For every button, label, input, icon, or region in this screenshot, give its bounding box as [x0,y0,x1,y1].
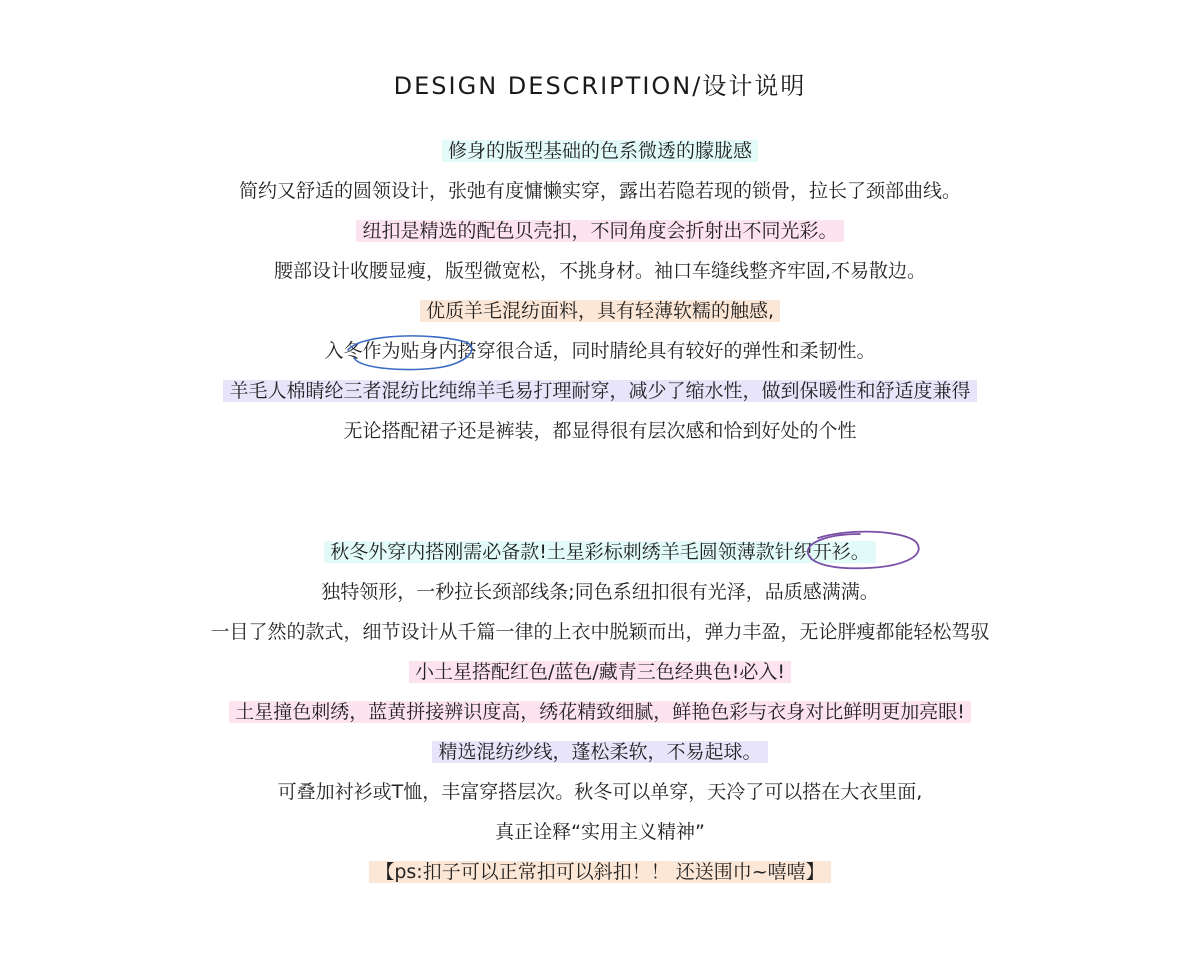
feature-line-2-text: 独特领形，一秒拉长颈部线条;同色系纽扣很有光泽，品质感满满。 [321,581,879,603]
feature-line-5-text: 土星撞色刺绣，蓝黄拼接辨识度高，绣花精致细腻，鲜艳色彩与衣身对比鲜明更加亮眼! [229,701,971,723]
feature-line-1 [0,538,1200,566]
desc-line-1-text: 修身的版型基础的色系微透的朦胧感 [442,140,758,162]
desc-line-8 [0,417,1200,445]
feature-line-7 [0,778,1200,806]
desc-line-8-text: 无论搭配裙子还是裤装，都显得很有层次感和恰到好处的个性 [343,420,857,442]
feature-line-6 [0,738,1200,766]
desc-line-7-text: 羊毛人棉睛纶三者混纺比纯绵羊毛易打理耐穿，减少了缩水性，做到保暖性和舒适度兼得 [223,380,976,402]
feature-line-6-text: 精选混纺纱线，蓬松柔软，不易起球。 [432,741,767,763]
feature-line-3-text: 一目了然的款式，细节设计从千篇一律的上衣中脱颖而出，弹力丰盈，无论胖瘦都能轻松驾驭 [210,621,990,643]
desc-line-6 [0,337,1200,365]
feature-line-9 [0,858,1200,886]
feature-line-4 [0,658,1200,686]
desc-line-6-text: 入冬作为贴身内搭穿很合适，同时腈纶具有较好的弹性和柔韧性。 [324,340,876,362]
desc-line-2-text: 简约又舒适的圆领设计，张弛有度慵懒实穿，露出若隐若现的锁骨，拉长了颈部曲线。 [238,180,961,202]
desc-line-2 [0,177,1200,205]
desc-line-3 [0,217,1200,245]
page-title: DESIGN DESCRIPTION/设计说明 [393,72,807,100]
desc-line-5-text: 优质羊毛混纺面料，具有轻薄软糯的触感, [420,300,780,322]
feature-line-3 [0,618,1200,646]
desc-line-4-text: 腰部设计收腰显瘦，版型微宽松，不挑身材。袖口车缝线整齐牢固,不易散边。 [273,260,927,282]
desc-line-5 [0,297,1200,325]
feature-line-1-text: 秋冬外穿内搭刚需必备款!土星彩标刺绣羊毛圆领薄款针织开衫。 [324,541,876,563]
feature-line-5 [0,698,1200,726]
desc-line-1 [0,137,1200,165]
feature-line-8-text: 真正诠释“实用主义精神” [495,821,705,843]
feature-line-9-text: 【ps:扣子可以正常扣可以斜扣！！ 还送围巾~嘻嘻】 [369,861,830,883]
feature-line-2 [0,578,1200,606]
desc-line-4 [0,257,1200,285]
feature-line-8 [0,818,1200,846]
feature-line-7-text: 可叠加衬衫或T恤，丰富穿搭层次。秋冬可以单穿，天冷了可以搭在大衣里面, [277,781,923,803]
feature-line-4-text: 小土星搭配红色/蓝色/藏青三色经典色!必入! [409,661,791,683]
desc-line-7 [0,377,1200,405]
desc-line-3-text: 纽扣是精选的配色贝壳扣，不同角度会折射出不同光彩。 [356,220,843,242]
